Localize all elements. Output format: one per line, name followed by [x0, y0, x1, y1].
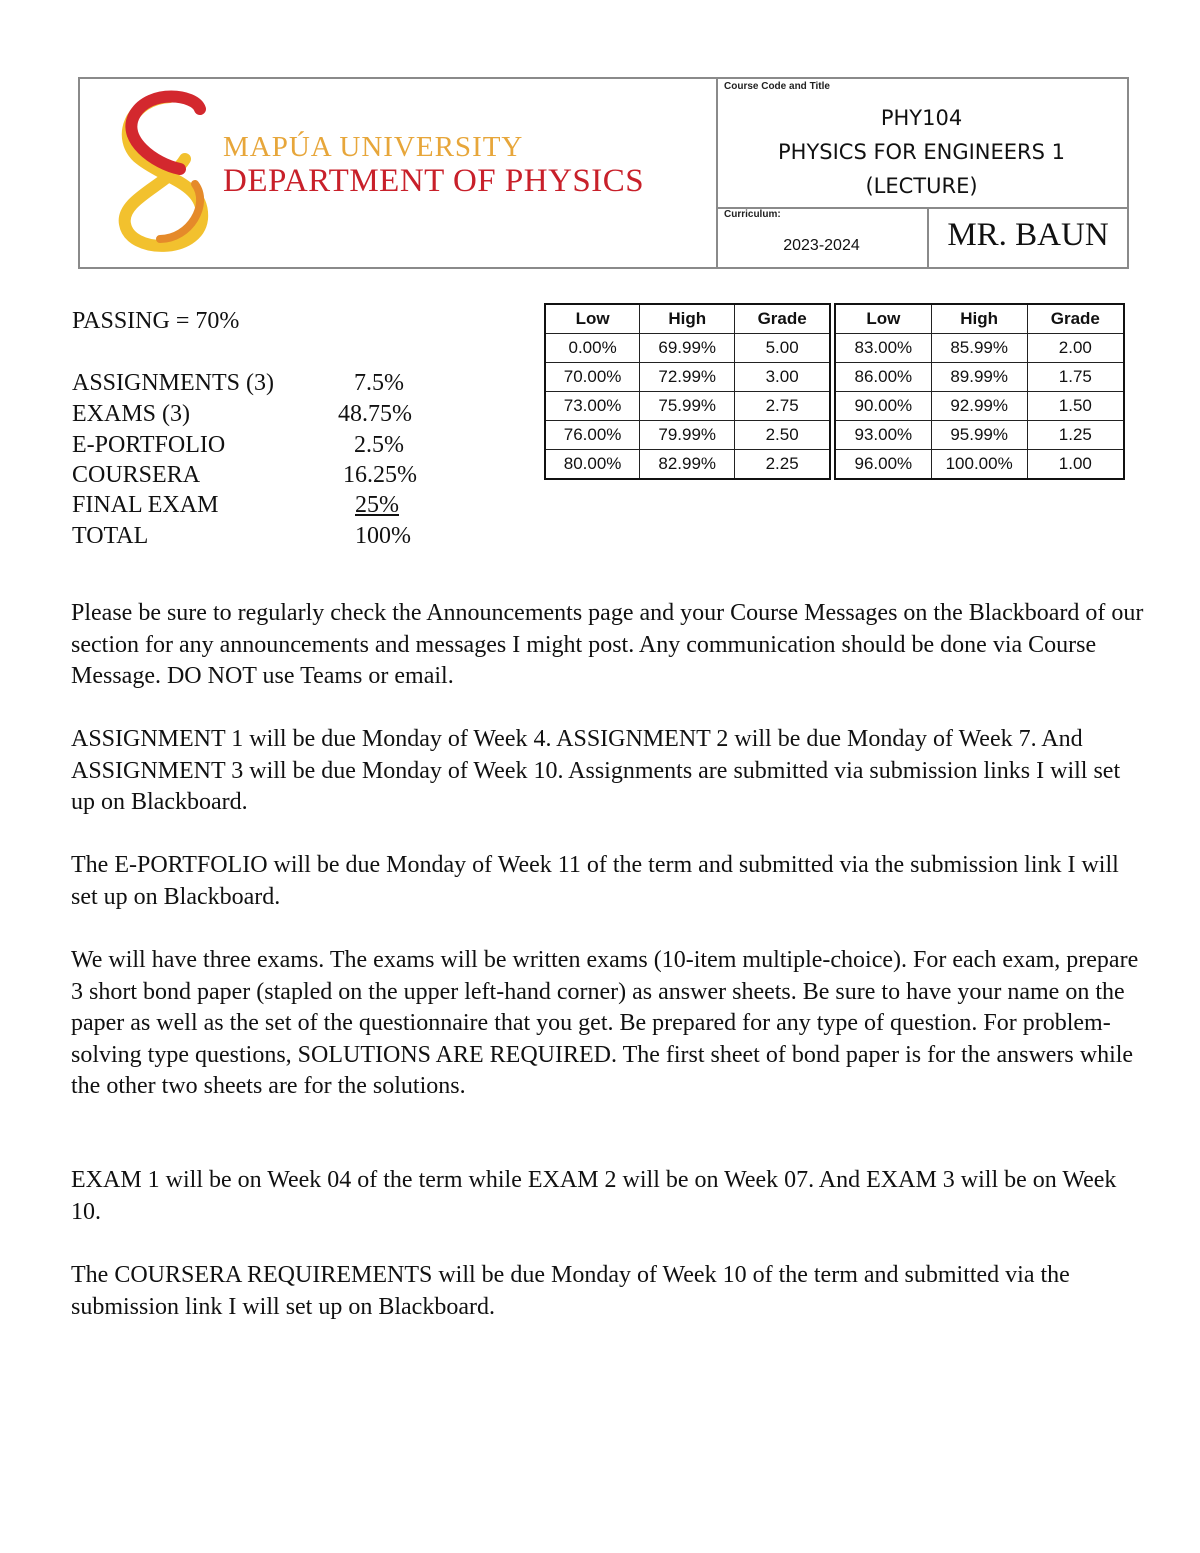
cell-low: 0.00% — [545, 334, 640, 363]
cell-grade: 2.25 — [735, 450, 830, 480]
cell-high: 82.99% — [640, 450, 735, 480]
cell-high: 69.99% — [640, 334, 735, 363]
cell-grade: 1.00 — [1027, 450, 1124, 480]
cell-high: 92.99% — [931, 392, 1027, 421]
weight-value: 16.25% — [343, 462, 417, 488]
university-name: MAPÚA UNIVERSITY — [223, 131, 524, 163]
cell-grade: 2.00 — [1027, 334, 1124, 363]
cell-grade: 5.00 — [735, 334, 830, 363]
weight-label: EXAMS (3) — [72, 401, 190, 427]
cell-low: 96.00% — [835, 450, 931, 480]
paragraph-assignments: ASSIGNMENT 1 will be due Monday of Week 4. ASSIGNMENT 2 will be due Monday of Week 7. And ASSIGNMENT 3 will be due Monday of Week 10. Assignments are submitted via submission links I will set up on Blackboard. — [71, 726, 1121, 815]
cell-low: 70.00% — [545, 363, 640, 392]
paragraph-eportfolio: The E-PORTFOLIO will be due Monday of Week 11 of the term and submitted via the submission link I will set up on Blackboard. — [71, 852, 1119, 910]
weight-value: 100% — [355, 523, 411, 549]
cell-low: 76.00% — [545, 421, 640, 450]
passing-grade: PASSING = 70% — [72, 308, 240, 334]
cell-low: 83.00% — [835, 334, 931, 363]
cell-grade: 3.00 — [735, 363, 830, 392]
cell-grade: 1.25 — [1027, 421, 1124, 450]
paragraph-announcements: Please be sure to regularly check the Announcements page and your Course Messages on the Blackboard of our section for any announcements and messages I might post. Any communication should be done via Course Message. DO NOT use Teams or email. — [71, 600, 1144, 689]
cell-low: 93.00% — [835, 421, 931, 450]
university-logo — [110, 89, 220, 254]
weight-label: ASSIGNMENTS (3) — [72, 370, 275, 396]
course-type: (LECTURE) — [865, 174, 978, 198]
table-row — [835, 334, 1124, 363]
teacher-cell — [929, 207, 1127, 267]
weight-label: TOTAL — [72, 523, 149, 549]
course-code: PHY104 — [880, 106, 963, 130]
weight-label: E-PORTFOLIO — [72, 432, 226, 458]
table-row — [545, 392, 830, 421]
weight-value: 25% — [355, 492, 399, 518]
course-cell — [716, 79, 1127, 209]
paragraph-exam-schedule: EXAM 1 will be on Week 04 of the term while EXAM 2 will be on Week 07. And EXAM 3 will be on Week 10. — [71, 1167, 1117, 1225]
course-code-label: Course Code and Title — [724, 81, 830, 92]
curriculum-value: 2023-2024 — [783, 237, 860, 254]
cell-high: 100.00% — [931, 450, 1027, 480]
header-high: High — [640, 304, 735, 334]
header-low: Low — [545, 304, 640, 334]
table-row — [835, 392, 1124, 421]
header-grade: Grade — [735, 304, 830, 334]
department-name: DEPARTMENT OF PHYSICS — [223, 163, 645, 199]
cell-high: 89.99% — [931, 363, 1027, 392]
cell-high: 75.99% — [640, 392, 735, 421]
table-row — [835, 421, 1124, 450]
weight-label: FINAL EXAM — [72, 492, 219, 518]
weight-value: 7.5% — [354, 370, 404, 396]
course-title-block — [716, 101, 1127, 203]
table-row — [545, 421, 830, 450]
logo-cell — [80, 79, 718, 267]
grade-table-header — [545, 304, 830, 334]
teacher-name: MR. BAUN — [947, 217, 1109, 253]
table-row — [835, 450, 1124, 480]
header-low: Low — [835, 304, 931, 334]
cell-low: 90.00% — [835, 392, 931, 421]
cell-low: 80.00% — [545, 450, 640, 480]
grade-table — [544, 303, 1125, 473]
course-title: PHYSICS FOR ENGINEERS 1 — [778, 140, 1065, 164]
cell-high: 72.99% — [640, 363, 735, 392]
cell-grade: 1.75 — [1027, 363, 1124, 392]
weight-value: 48.75% — [338, 401, 412, 427]
curriculum-cell — [716, 207, 929, 267]
grade-table-right — [834, 303, 1125, 480]
weight-value: 2.5% — [354, 432, 404, 458]
cell-low: 86.00% — [835, 363, 931, 392]
grade-table-left — [544, 303, 831, 480]
table-row — [545, 450, 830, 480]
curriculum-label: Curriculum: — [724, 209, 781, 220]
cell-grade: 2.75 — [735, 392, 830, 421]
table-row — [545, 334, 830, 363]
cell-high: 85.99% — [931, 334, 1027, 363]
course-header — [78, 77, 1129, 269]
cell-grade: 1.50 — [1027, 392, 1124, 421]
table-row — [545, 363, 830, 392]
paragraph-coursera: The COURSERA REQUIREMENTS will be due Monday of Week 10 of the term and submitted via the submission link I will set up on Blackboard. — [71, 1262, 1070, 1320]
header-grade: Grade — [1027, 304, 1124, 334]
paragraph-exams: We will have three exams. The exams will be written exams (10-item multiple-choice). For each exam, prepare 3 short bond paper (stapled on the upper left-hand corner) as answer sheets. Be sure to have your name on the paper as well as the set of the questionnaire that you get. Be prepared for any type of question. For problem-solving type questions, SOLUTIONS ARE REQUIRED. The first sheet of bond paper is for the answers while the other two sheets are for the solutions. — [71, 947, 1139, 1099]
cell-high: 95.99% — [931, 421, 1027, 450]
grade-table-header — [835, 304, 1124, 334]
weight-label: COURSERA — [72, 462, 201, 488]
cell-high: 79.99% — [640, 421, 735, 450]
cell-low: 73.00% — [545, 392, 640, 421]
table-row — [835, 363, 1124, 392]
cell-grade: 2.50 — [735, 421, 830, 450]
header-high: High — [931, 304, 1027, 334]
